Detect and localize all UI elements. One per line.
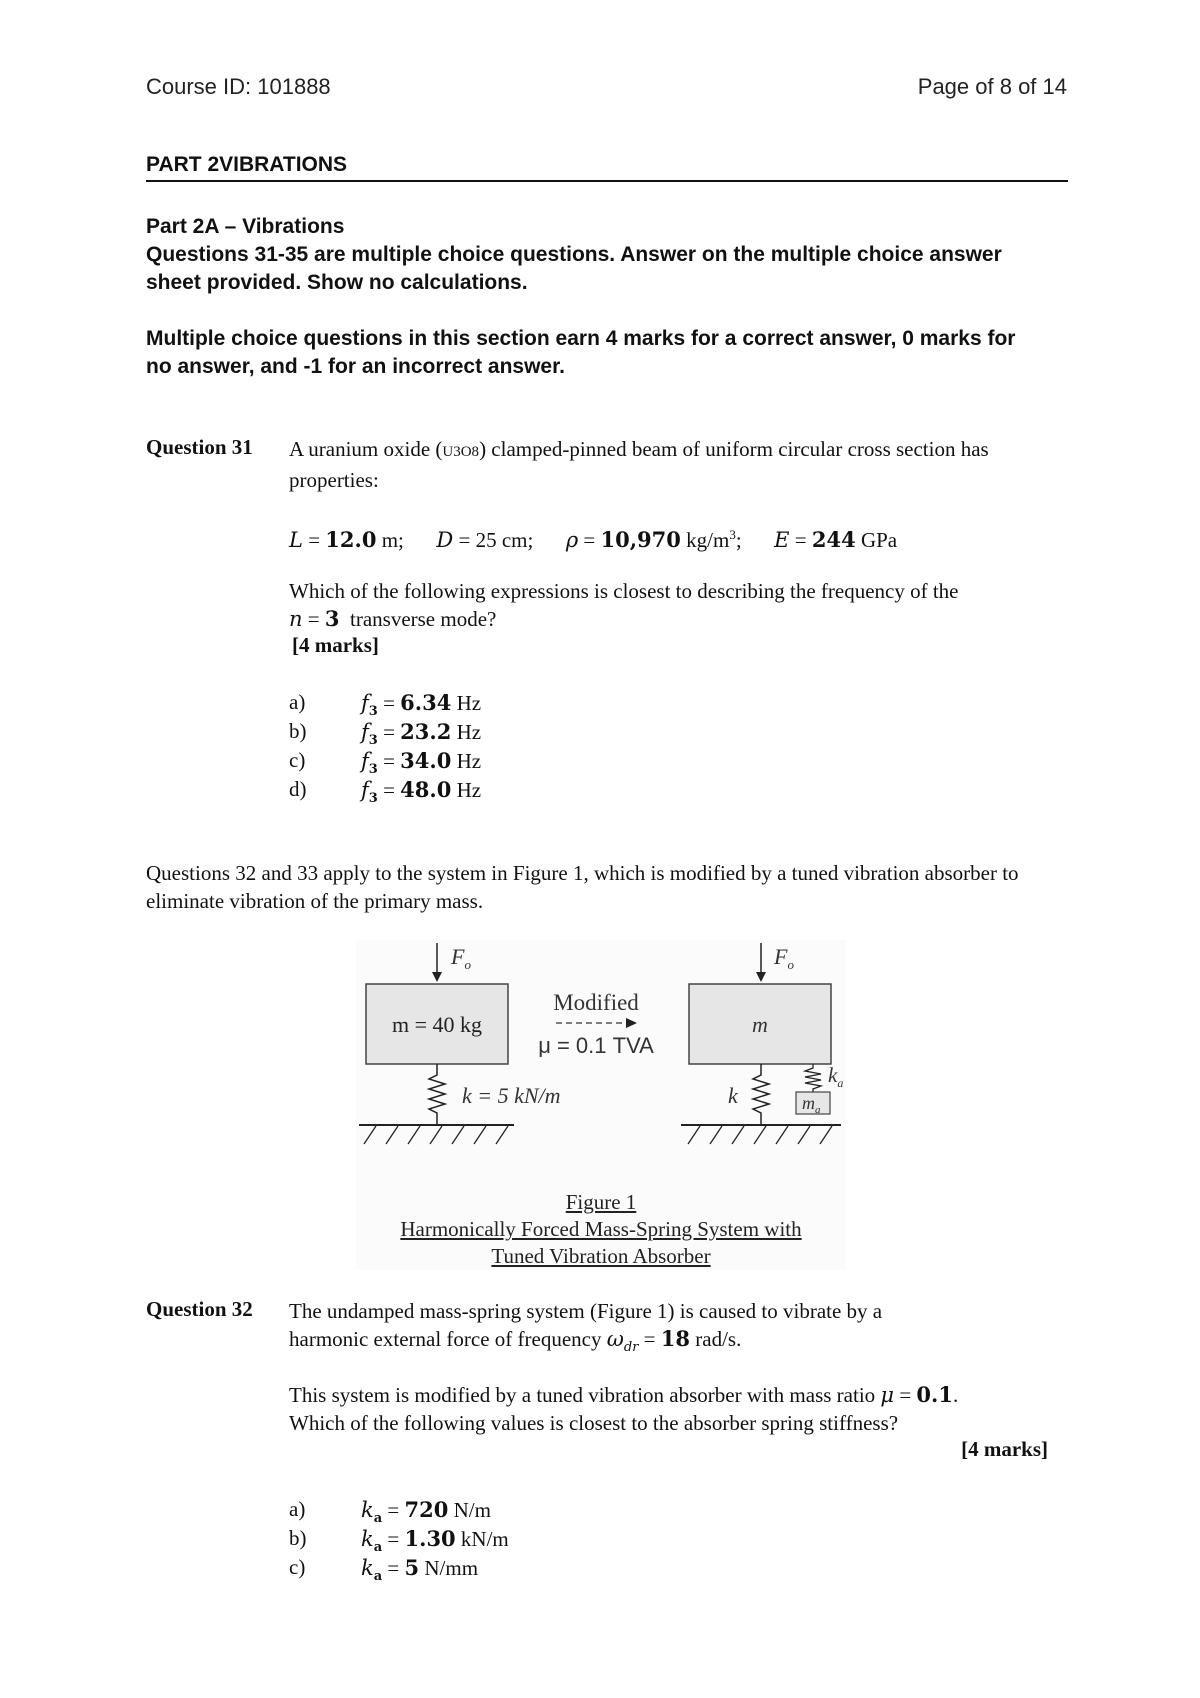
spring-right-label: k [728,1083,738,1108]
q31-option-value: $f_3 = 6.34$ Hz [361,690,482,720]
q31-label: Question 31 [146,435,253,459]
course-id: Course ID: 101888 [146,74,331,99]
section-rule [146,180,1068,182]
ground-hatch-left [364,1126,508,1144]
q31-compound: U3O8 [442,444,480,460]
q32-option-value: $k_a = 5$ N/mm [361,1555,479,1585]
modified-arrowhead [626,1018,637,1028]
q32-label: Question 32 [146,1297,253,1321]
absorber-spring-label: $k_a$ [828,1063,844,1090]
q32-option-value: $k_a = 1.30$ kN/m [361,1526,509,1556]
page-number: Page of 8 of 14 [917,74,1067,99]
force-arrowhead-right [756,972,766,982]
q32-option-letter: a) [289,1497,306,1521]
intro-32-33: Questions 32 and 33 apply to the system in Figure 1, which is modified by a tuned vibration absorber to eliminate vibration of the primary mass. [146,861,1019,913]
q31-question: Which of the following expressions is closest to describing the frequency of the n = 3 transverse mode? [289,579,959,631]
tva-label: μ = 0.1 TVA [538,1033,654,1058]
q31-properties: L = 12.0 m; D = 25 cm; ρ = 10,970 $kg/m^3$; E = 244 GPa [289,527,898,552]
section-marking: Multiple choice questions in this section earn 4 marks for a correct answer, 0 marks for no answer, and -1 for an incorrect answer. [146,327,1016,378]
q31-marks: [4 marks] [292,633,379,657]
q32-question: This system is modified by a tuned vibration absorber with mass ratio μ = 0.1. Which of the following values is closest to the absorber spring stiffness? [289,1382,959,1435]
figure-caption-number: Figure 1 [565,1190,637,1214]
mass-left-label: m = 40 kg [391,1012,483,1037]
q32-option-letter: b) [289,1526,307,1550]
q32-text: The undamped mass-spring system (Figure 1) is caused to vibrate by a harmonic external force of frequency $\omega_{dr} = 18$ rad/s. [289,1299,883,1356]
mass-right-label: m [752,1012,768,1037]
figure-1 [356,940,846,1270]
q31-option-value: $f_3 = 34.0$ Hz [361,748,482,778]
section-instructions: Questions 31-35 are multiple choice questions. Answer on the multiple choice answer sheet provided. Show no calculations. [146,243,1002,294]
spring-left-label: k = 5 kN/m [462,1083,561,1108]
force-label-right: $F_o$ [774,944,794,972]
q31-option-value: $f_3 = 48.0$ Hz [361,777,482,807]
figure-caption-subtitle: Tuned Vibration Absorber [491,1244,711,1268]
absorber-mass-label: $m_a$ [802,1093,821,1116]
q31-option-letter: b) [289,719,307,743]
q32-option-value: $k_a = 720$ N/m [361,1497,491,1527]
q32-marks: [4 marks] [961,1437,1048,1461]
force-label-left: $F_o$ [451,944,471,972]
q31-option-letter: a) [289,690,306,714]
spring-left [429,1064,445,1125]
figure-caption-title: Harmonically Forced Mass-Spring System with [400,1217,802,1241]
q31-option-value: $f_3 = 23.2$ Hz [361,719,482,749]
force-arrowhead-left [432,972,442,982]
modified-label: Modified [553,990,639,1015]
q31-option-letter: c) [289,748,306,772]
section-title: PART 2VIBRATIONS [146,153,348,176]
spring-right [753,1064,769,1125]
q31-option-letter: d) [289,777,307,801]
q32-option-letter: c) [289,1555,306,1579]
absorber-spring [805,1064,821,1092]
section-subtitle: Part 2A – Vibrations [146,215,345,238]
ground-hatch-right [688,1126,832,1144]
q31-text: A uranium oxide (U3O8) clamped-pinned beam of uniform circular cross section has properties: [289,437,989,492]
